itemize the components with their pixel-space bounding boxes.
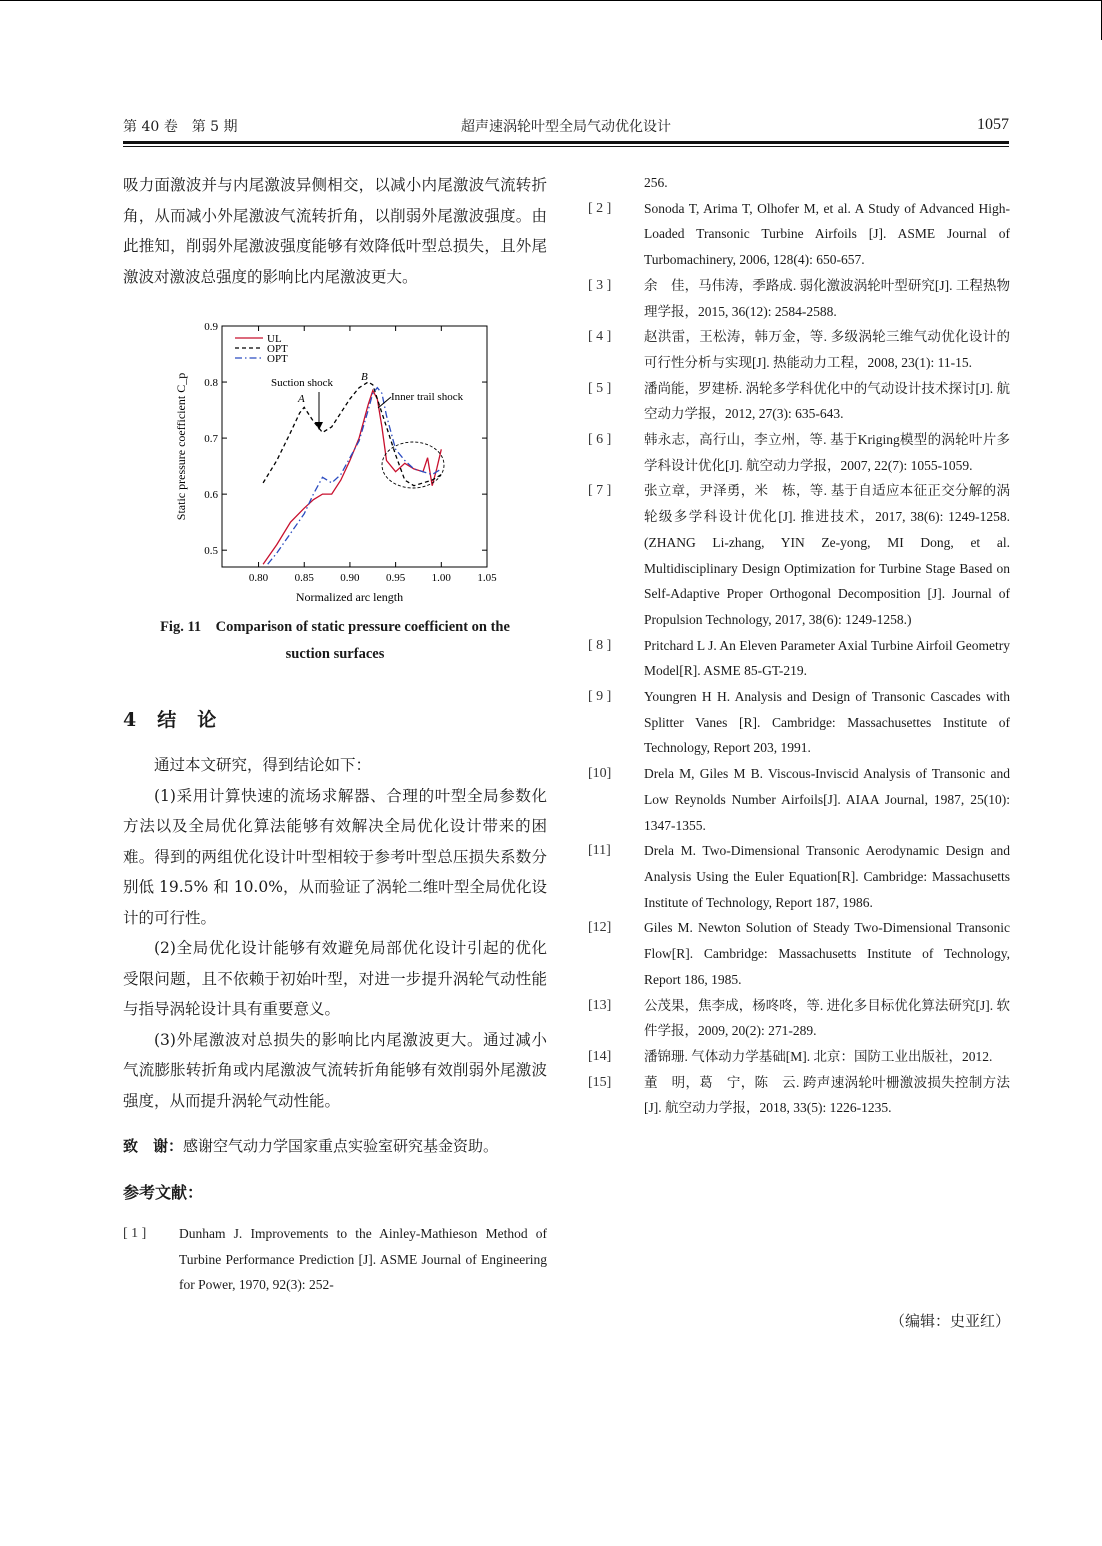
- page-frame-top: [0, 0, 1102, 1]
- annotation-point-b: B: [361, 371, 368, 383]
- reference-text: 张立章，尹泽勇，米 栋，等. 基于自适应本征正交分解的涡轮级多学科设计优化[J]. 推进技术，2017, 38(6): 1249-1258. (ZHANG Li-zhang, YIN Ze-yong, MI Dong, et al. Multidisciplinary Design Optimization for Turbine Stage Based on Self-Adaptive Proper Orthogonal Decomposition [J]. Journal of Propulsion Technology, 2017, 38(6): 1249-1258.): [644, 483, 1010, 627]
- reference-item: [588, 915, 1010, 992]
- reference-number: [ 6 ]: [588, 432, 612, 448]
- conclusion-2: (2)全局优化设计能够有效避免局部优化设计引起的优化受限问题，且不依赖于初始叶型，对进一步提升涡轮气动性能与指导涡轮设计具有重要意义。: [123, 939, 547, 1018]
- figure-caption: [123, 614, 547, 668]
- y-tick-label: 0.7: [204, 433, 218, 446]
- x-tick-label: 0.90: [340, 572, 360, 584]
- suction-shock-arrowhead: [315, 422, 323, 430]
- reference-item: [588, 684, 1010, 761]
- reference-number: [14]: [588, 1048, 612, 1064]
- chart-axes: [174, 321, 497, 604]
- reference-item: [588, 838, 1010, 915]
- reference-number: [13]: [588, 997, 612, 1013]
- y-tick-label: 0.6: [204, 489, 218, 502]
- reference-number: [ 5 ]: [588, 380, 612, 396]
- chart-annotations: [271, 371, 464, 488]
- references-left-column: [123, 1221, 547, 1298]
- reference-item: [588, 273, 1010, 324]
- reference-continuation: 256.: [644, 175, 668, 190]
- references-title: 参考文献：: [123, 1183, 204, 1202]
- reference-text: Pritchard L J. An Eleven Parameter Axial Turbine Airfoil Geometry Model[R]. ASME 85-GT-219.: [644, 637, 1010, 679]
- reference-number: [ 4 ]: [588, 329, 612, 345]
- caption-line-2: suction surfaces: [285, 646, 385, 662]
- trailing-region-highlight: [382, 442, 444, 488]
- acknowledgement-label: 致 谢：: [123, 1137, 184, 1155]
- reference-item: [588, 761, 1010, 838]
- reference-text: Drela M, Giles M B. Viscous-Inviscid Analysis of Transonic and Low Reynolds Number Airfoils[J]. AIAA Journal, 1987, 25(10): 1347-1355.: [644, 766, 1010, 833]
- header-rule-thin: [123, 146, 1009, 147]
- running-header: [123, 116, 1009, 140]
- reference-text: 韩永志，高行山，李立州，等. 基于Kriging模型的涡轮叶片多学科设计优化[J]. 航空动力学报，2007, 22(7): 1055-1059.: [644, 432, 1010, 473]
- volume-issue: 第 40 卷 第 5 期: [123, 119, 238, 135]
- y-tick-label: 0.9: [204, 321, 218, 333]
- reference-item: [588, 1070, 1010, 1121]
- reference-item: [588, 324, 1010, 375]
- figure-11: [123, 314, 547, 614]
- conclusion-3: (3)外尾激波对总损失的影响比内尾激波更大。通过减小气流膨胀转折角或内尾激波气流转折角能够有效削弱外尾激波强度，从而提升涡轮气动性能。: [123, 1030, 547, 1110]
- header-rule-thick: [123, 141, 1009, 144]
- acknowledgement: [123, 1135, 547, 1156]
- chart-legend: [235, 333, 288, 365]
- series-line-3: [268, 388, 442, 565]
- reference-number: [12]: [588, 920, 612, 936]
- reference-item: [123, 1221, 547, 1298]
- y-axis-label: Static pressure coefficient C_p: [174, 372, 188, 521]
- x-tick-label: 0.95: [385, 572, 406, 584]
- reference-number: [ 3 ]: [588, 277, 612, 293]
- section-title: 4 结 论: [123, 709, 218, 731]
- page-number: 1057: [977, 116, 1009, 133]
- running-title: 超声速涡轮叶型全局气动优化设计: [461, 119, 671, 135]
- chart-series: [263, 382, 441, 564]
- reference-item: [588, 196, 1010, 273]
- x-axis-label: Normalized arc length: [295, 590, 404, 604]
- reference-text: Dunham J. Improvements to the Ainley-Mathieson Method of Turbine Performance Prediction [J]. ASME Journal of Engineering for Power, 1970, 92(3): 252-: [179, 1226, 547, 1293]
- reference-number: [ 1 ]: [123, 1226, 147, 1241]
- reference-number: [15]: [588, 1074, 612, 1090]
- reference-text: Sonoda T, Arima T, Olhofer M, et al. A Study of Advanced High-Loaded Transonic Turbine Airfoils [J]. ASME Journal of Turbomachinery, 2006, 128(4): 650-657.: [644, 200, 1010, 268]
- y-tick-label: 0.8: [204, 377, 218, 390]
- reference-number: [ 7 ]: [588, 483, 612, 499]
- reference-item: [588, 1044, 1010, 1070]
- reference-text: 公茂果，焦李成，杨咚咚，等. 进化多目标优化算法研究[J]. 软件学报，2009, 20(2): 271-289.: [644, 997, 1010, 1039]
- intro-paragraph: 吸力面激波并与内尾激波异侧相交，以减小内尾激波气流转折角，从而减小外尾激波气流转折角，以削弱外尾激波强度。由此推知，削弱外尾激波强度能够有效降低叶型总损失，且外尾激波对激波总强度的影响比内尾激波更大。: [123, 176, 547, 286]
- reference-text: Giles M. Newton Solution of Steady Two-Dimensional Transonic Flow[R]. Cambridge: Massachusetts Institute of Technology, Report 186, 1985.: [644, 920, 1010, 987]
- y-tick-label: 0.5: [204, 545, 218, 558]
- conclusions-block: [123, 750, 547, 1116]
- legend-label: OPT: [267, 343, 288, 355]
- reference-number: [ 2 ]: [588, 200, 612, 216]
- x-tick-label: 1.00: [431, 572, 451, 584]
- reference-text: 潘锦珊. 气体动力学基础[M]. 北京：国防工业出版社，2012.: [644, 1048, 993, 1064]
- reference-text: Youngren H H. Analysis and Design of Transonic Cascades with Splitter Vanes [R]. Cambridge: Massachusettes Institute of Technology, Report 203, 1991.: [644, 689, 1010, 756]
- series-line-1: [263, 391, 441, 565]
- annotation-inner-trail-shock: Inner trail shock: [391, 391, 464, 403]
- reference-item: [588, 376, 1010, 427]
- reference-item: [588, 993, 1010, 1044]
- references-list: [588, 196, 1010, 1121]
- inner-trail-shock-pointer: [378, 397, 391, 408]
- reference-item: [588, 478, 1010, 632]
- reference-number: [ 9 ]: [588, 689, 612, 705]
- reference-number: [ 8 ]: [588, 637, 612, 653]
- x-tick-label: 0.80: [248, 572, 269, 584]
- conclusion-intro: 通过本文研究，得到结论如下：: [154, 756, 372, 774]
- intro-block: [123, 170, 547, 292]
- legend-label: UL: [267, 333, 282, 345]
- legend-label: OPT: [267, 353, 288, 365]
- x-tick-label: 0.85: [294, 572, 314, 584]
- plot-frame: [222, 326, 487, 567]
- reference-text: 潘尚能，罗建桥. 涡轮多学科优化中的气动设计技术探讨[J]. 航空动力学报，2012, 27(3): 635-643.: [644, 380, 1010, 422]
- reference-number: [11]: [588, 843, 611, 859]
- x-tick-label: 1.05: [477, 572, 497, 584]
- reference-text: 赵洪雷，王松涛，韩万金，等. 多级涡轮三维气动优化设计的可行性分析与实现[J]. 热能动力工程，2008, 23(1): 11-15.: [644, 329, 1010, 370]
- cp-chart: [123, 314, 547, 614]
- annotation-suction-shock: Suction shock: [271, 377, 334, 389]
- editor-note: （编辑：史亚红）: [889, 1312, 1010, 1330]
- annotation-point-a: A: [298, 393, 305, 405]
- conclusion-1: (1)采用计算快速的流场求解器、合理的叶型全局参数化方法以及全局优化算法能够有效解决全局优化设计带来的困难。得到的两组优化设计叶型相较于参考叶型总压损失系数分别低 19.5% 和 10.0%，从而验证了涡轮二维叶型全局优化设计的可行性。: [123, 786, 547, 927]
- references-right-column: [588, 170, 1010, 1121]
- reference-number: [10]: [588, 766, 612, 782]
- reference-text: 余 佳，马伟涛，季路成. 弱化激波涡轮叶型研究[J]. 工程热物理学报，2015, 36(12): 2584-2588.: [644, 277, 1010, 319]
- reference-item: [588, 427, 1010, 478]
- reference-text: 董 明，葛 宁，陈 云. 跨声速涡轮叶栅激波损失控制方法[J]. 航空动力学报，2018, 33(5): 1226-1235.: [644, 1074, 1010, 1116]
- reference-text: Drela M. Two-Dimensional Transonic Aerodynamic Design and Analysis Using the Euler Equation[R]. Cambridge: Massachusetts Institute of Technology, Report 187, 1986.: [644, 843, 1010, 910]
- caption-line-1: Fig. 11 Comparison of static pressure coefficient on the: [160, 619, 510, 635]
- reference-item: [588, 633, 1010, 684]
- acknowledgement-text: 感谢空气动力学国家重点实验室研究基金资助。: [183, 1137, 499, 1155]
